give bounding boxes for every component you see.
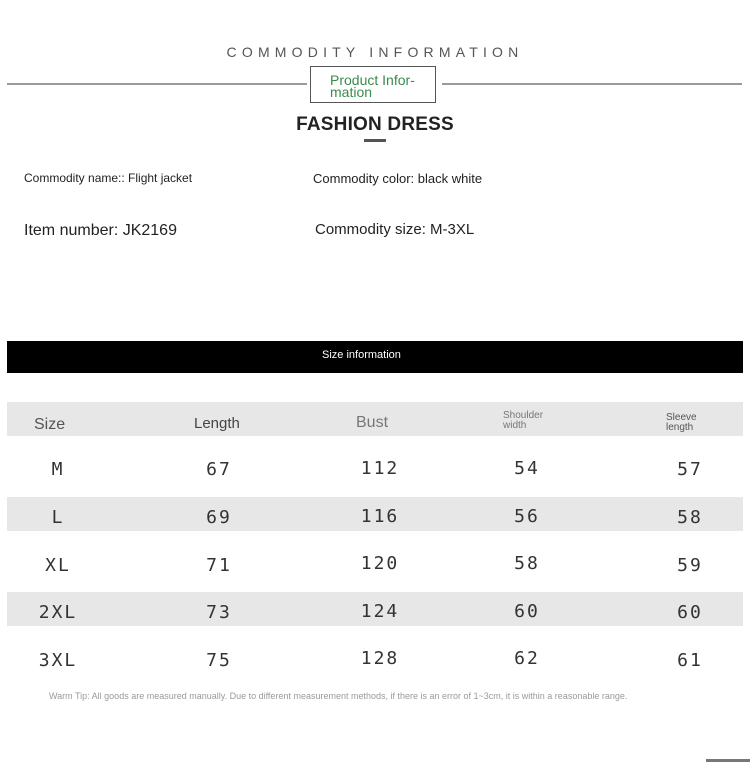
table-cell-shoulder: 56	[514, 506, 540, 527]
divider-left	[7, 83, 307, 85]
table-cell-shoulder: 54	[514, 458, 540, 479]
table-cell-sleeve: 58	[677, 507, 703, 528]
column-header-bust: Bust	[356, 414, 389, 431]
table-cell-bust: 112	[360, 458, 400, 479]
size-information-label: Size information	[322, 349, 401, 361]
column-header-size: Size	[34, 416, 66, 433]
table-cell-length: 71	[206, 555, 232, 576]
divider-right	[442, 83, 742, 85]
table-cell-size: XL	[45, 555, 71, 576]
table-cell-bust: 116	[360, 506, 400, 527]
product-information-label-line1: Product Infor-	[330, 72, 415, 88]
table-cell-bust: 124	[360, 601, 400, 622]
commodity-size: Commodity size: M-3XL	[315, 221, 475, 238]
table-cell-length: 75	[206, 650, 232, 671]
table-cell-size: 3XL	[38, 650, 78, 671]
product-information-label	[310, 66, 436, 103]
table-cell-bust: 128	[360, 648, 400, 669]
commodity-color: Commodity color: black white	[313, 171, 483, 186]
column-header-shoulder-width	[503, 411, 563, 431]
column-header-length: Length	[194, 415, 240, 432]
column-header-shoulder-line1: Shoulder	[503, 410, 544, 421]
english-section-title: COMMODITY INFORMATION	[226, 44, 524, 60]
page-title: FASHION DRESS	[296, 114, 454, 135]
title-underline	[364, 139, 386, 142]
column-header-sleeve-line2: length	[666, 422, 694, 433]
size-information-bar	[7, 341, 743, 373]
column-header-sleeve-line1: Sleeve	[666, 412, 697, 423]
table-cell-length: 69	[206, 507, 232, 528]
table-cell-bust: 120	[360, 553, 400, 574]
table-cell-shoulder: 60	[514, 601, 540, 622]
table-cell-size: M	[51, 459, 65, 480]
table-cell-size: 2XL	[38, 602, 78, 623]
table-cell-sleeve: 59	[677, 555, 703, 576]
table-cell-shoulder: 62	[514, 648, 540, 669]
commodity-name: Commodity name:: Flight jacket	[24, 171, 193, 185]
column-header-sleeve-length	[666, 413, 716, 433]
table-cell-sleeve: 61	[677, 650, 703, 671]
item-number: Item number: JK2169	[24, 222, 177, 239]
table-cell-length: 67	[206, 459, 232, 480]
table-cell-sleeve: 60	[677, 602, 703, 623]
table-cell-sleeve: 57	[677, 459, 703, 480]
table-cell-length: 73	[206, 602, 232, 623]
column-header-shoulder-line2: width	[503, 420, 527, 431]
warm-tip: Warm Tip: All goods are measured manually. Due to different measurement methods, if there is an error of 1~3cm, it is within a reasonable range.	[49, 691, 628, 701]
table-cell-size: L	[51, 507, 65, 528]
table-cell-shoulder: 58	[514, 553, 540, 574]
product-information-label-line2: mation	[330, 84, 373, 100]
